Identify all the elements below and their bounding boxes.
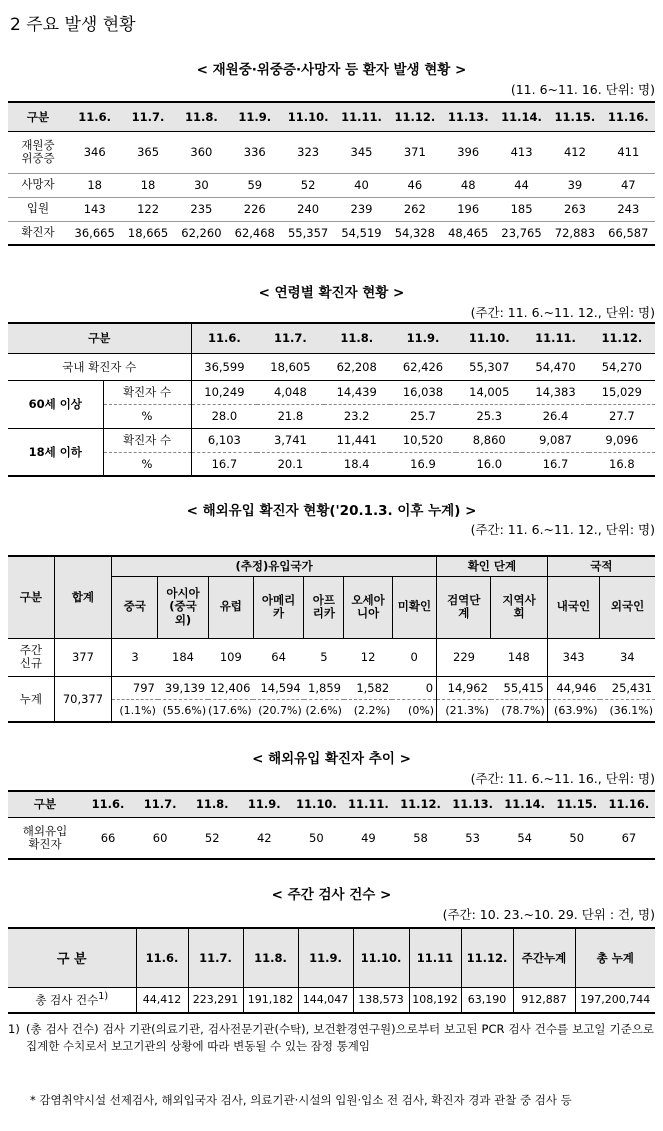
table3-weekly-total: 377	[54, 638, 111, 676]
table3-pct: (36.1%)	[609, 703, 653, 717]
table5-header-col: 11.6.	[136, 928, 188, 987]
table3-value: 12,406	[208, 676, 253, 699]
table1-value: 240	[297, 202, 320, 216]
table2-count-label: 확진자 수	[103, 428, 191, 452]
table3-sub-header: 외국인	[610, 599, 645, 614]
table1-value: 55,357	[287, 225, 329, 240]
table3-sub-header: 내국인	[547, 576, 599, 638]
table4-row-label: 해외유입 확진자	[22, 823, 68, 851]
table1-header-date: 11.13.	[447, 109, 489, 124]
table1-row-label: 사망자	[21, 177, 55, 192]
table5-header-col: 11.8.	[243, 928, 298, 987]
table3-pct: (20.7%)	[258, 703, 302, 717]
table1-value: 47	[620, 178, 636, 192]
weekly-tests-table	[8, 927, 655, 1014]
table1-value: 243	[617, 202, 640, 216]
table1-value: 365	[137, 145, 160, 159]
table2-value: 3,741	[257, 428, 323, 452]
table3-value: 5	[320, 650, 328, 664]
table1-value: 52	[300, 178, 316, 192]
table4-header-date: 11.12.	[400, 797, 441, 812]
table1-row	[8, 131, 655, 173]
table4-value: 58	[413, 830, 428, 845]
table1-value: 345	[350, 145, 373, 159]
table1-value: 412	[563, 145, 586, 159]
table2-header-date: 11.10.	[468, 331, 510, 346]
table1-value: 62,468	[234, 225, 275, 240]
table2-value: 10,249	[191, 380, 257, 404]
table2-pct-row	[8, 404, 655, 428]
table1-value: 263	[563, 202, 586, 216]
table1-header-date: 11.14.	[501, 109, 542, 124]
table2-header-date: 11.12.	[601, 331, 643, 346]
table1-value: 59	[247, 178, 263, 192]
table2-value: 16.7	[542, 456, 569, 471]
table5-header-col: 11.11	[409, 928, 461, 987]
table3-header-origin: (추정)유입국가	[112, 556, 437, 576]
table5-header-col: 11.9.	[298, 928, 353, 987]
table4-header-date: 11.15.	[556, 797, 598, 812]
table4-value: 49	[361, 830, 376, 845]
table2-value: 28.0	[211, 409, 238, 423]
table4-unit: (주간: 11. 6.~11. 16., 단위: 명)	[470, 771, 655, 786]
table1-value: 396	[457, 145, 480, 159]
table3-sub-header: 중국	[112, 576, 158, 638]
table3-caption: < 해외유입 확진자 현황('20.1.3. 이후 누계) >	[186, 503, 477, 519]
table2-value: 62,208	[336, 359, 377, 374]
table2-value: 16,038	[390, 380, 456, 404]
table3-value: 14,962	[437, 676, 491, 699]
table2-value: 21.8	[277, 409, 304, 423]
table4-value: 42	[256, 830, 272, 845]
table1-row-label: 입원	[26, 201, 50, 216]
table3-value: 148	[491, 638, 547, 676]
table1-value: 36,665	[74, 225, 115, 240]
table2-value: 14,383	[522, 380, 588, 404]
table2-header-date: 11.6.	[208, 331, 241, 346]
table1-value: 44	[514, 178, 529, 192]
table1-value: 54,519	[341, 225, 382, 240]
table2-pct-label: %	[103, 452, 191, 476]
table1-value: 346	[83, 145, 106, 159]
table1-row-label: 확진자	[21, 225, 55, 240]
table2-value: 16.0	[476, 456, 503, 471]
table3-value: 1,859	[304, 676, 344, 699]
table1-value: 54,328	[394, 225, 435, 240]
table2-value: 15,029	[589, 380, 655, 404]
table4-header-date: 11.8.	[195, 797, 229, 812]
table3-weekly-label: 주간 신규	[8, 638, 54, 676]
table3-header-nation: 국적	[547, 556, 655, 576]
table2-unit: (주간: 11. 6.~11. 12., 단위: 명)	[470, 305, 655, 320]
table2-value: 16.8	[609, 456, 635, 471]
table1-header-date: 11.15.	[554, 109, 596, 124]
table4-value: 54	[517, 830, 532, 845]
table4-value: 50	[569, 830, 585, 845]
table4-header-date: 11.9.	[247, 797, 281, 812]
table2-value: 11,441	[324, 428, 390, 452]
table1-value: 196	[457, 202, 480, 216]
table3-sub-header: 지역사 회	[491, 576, 547, 638]
patient-status-table	[8, 101, 655, 246]
table3-sub-header: 아시아 (중국 외)	[158, 576, 208, 638]
table1-value: 23,765	[501, 225, 542, 240]
table5-unit: (주간: 10. 23.~10. 29. 단위 : 건, 명)	[442, 907, 655, 922]
table3-value: 184	[172, 650, 194, 664]
table4-value: 53	[465, 830, 480, 845]
table5-row-label: 총 검사 건수$^{1)}$	[8, 987, 136, 1013]
table3-pct: (2.2%)	[353, 703, 391, 717]
table3-pct: (0%)	[392, 699, 436, 722]
table1-value: 413	[510, 145, 533, 159]
table2-national-label: 국내 확진자 수	[8, 353, 191, 380]
age-confirmed-table	[8, 322, 655, 477]
table3-sub-header: 유럽	[208, 576, 253, 638]
table3-value: 44,946	[547, 676, 599, 699]
table4-row	[8, 817, 655, 859]
table2-value: 20.1	[277, 456, 304, 471]
overseas-inflow-table	[8, 555, 655, 723]
table1-unit: (11. 6~11. 16. 단위: 명)	[510, 82, 655, 97]
table3-cum-label: 누계	[8, 676, 54, 722]
table4-header-label: 구분	[33, 797, 57, 812]
table2-value: 9,096	[589, 428, 655, 452]
table3-group-header-row	[8, 556, 655, 576]
table3-value: 0	[392, 638, 436, 676]
table2-value: 14,005	[456, 380, 522, 404]
overseas-trend-table	[8, 790, 655, 860]
table2-value: 62,426	[402, 359, 444, 374]
table2-header-date: 11.8.	[340, 331, 374, 346]
table1-row-label: 재원중 위중증	[21, 137, 55, 165]
table3-pct: (1.1%)	[119, 703, 156, 717]
table1-header-date: 11.9.	[238, 109, 272, 124]
table2-value: 6,103	[191, 428, 257, 452]
table4-value: 66	[100, 830, 116, 845]
table1-header-date: 11.8.	[185, 109, 218, 124]
table3-value: 797	[112, 676, 158, 699]
table4-header-date: 11.13.	[452, 797, 493, 812]
table4-caption: < 해외유입 확진자 추이 >	[252, 751, 411, 767]
table5-value: 144,047	[298, 987, 353, 1013]
table1-value: 62,260	[181, 225, 222, 240]
table4-header-date: 11.14.	[504, 797, 546, 812]
table3-value: 12	[360, 650, 376, 664]
table2-value: 16.9	[410, 456, 436, 471]
table2-header-row	[8, 323, 655, 353]
table2-count-row	[8, 428, 655, 452]
table1-value: 48	[460, 178, 476, 192]
table3-value: 229	[453, 650, 475, 664]
table3-pct: (21.3%)	[445, 703, 489, 717]
table3-pct: (63.9%)	[554, 703, 598, 717]
table3-value: 3	[131, 650, 139, 664]
table2-value: 26.4	[542, 409, 569, 423]
table2-national-row	[8, 353, 655, 380]
table2-value: 23.2	[343, 409, 370, 423]
table4-value: 60	[152, 830, 168, 845]
table3-value: 343	[562, 650, 585, 664]
table5-header-label: 구 분	[8, 928, 136, 987]
table2-pct-label: %	[103, 404, 191, 428]
table2-value: 9,087	[522, 428, 588, 452]
table3-header-total: 합계	[54, 556, 111, 638]
table5-header-col: 총 누계	[596, 950, 634, 965]
table1-row	[8, 197, 655, 221]
table2-value: 16.7	[211, 456, 238, 471]
table2-value: 55,307	[469, 359, 510, 374]
table2-value: 18.4	[343, 456, 370, 471]
table1-value: 239	[350, 202, 373, 216]
table1-value: 30	[194, 178, 209, 192]
table1-value: 18	[87, 178, 102, 192]
table3-sub-header: 오세아 니아	[344, 576, 392, 638]
table3-header-label: 구분	[8, 556, 54, 638]
table1-value: 360	[190, 145, 213, 159]
table2-value: 10,520	[390, 428, 456, 452]
table1-value: 235	[190, 202, 213, 216]
table1-value: 371	[403, 145, 426, 159]
table4-header-date: 11.7.	[143, 797, 177, 812]
table3-pct: (78.7%)	[491, 699, 547, 722]
table1-value: 18,665	[127, 225, 169, 240]
table1-value: 48,465	[448, 225, 489, 240]
table4-header-date: 11.16.	[608, 797, 650, 812]
table1-row	[8, 173, 655, 197]
table5-header-col: 11.10.	[353, 928, 409, 987]
table2-pct-row	[8, 452, 655, 476]
table3-weekly-row	[8, 638, 655, 676]
table4-header-date: 11.6.	[91, 797, 125, 812]
table4-value: 67	[621, 830, 637, 845]
table3-value: 25,431	[600, 676, 655, 699]
table1-value: 39	[567, 178, 583, 192]
footnote2-text: * 감염취약시설 선제검사, 해외입국자 검사, 의료기관·시설의 입원·입소 전 검사, 확진자 경과 관찰 중 검사 등	[30, 1093, 572, 1107]
table2-value: 36,599	[204, 359, 245, 374]
table3-value: 14,594	[253, 676, 303, 699]
table5-header-col: 11.12.	[461, 928, 513, 987]
table1-value: 40	[354, 178, 369, 192]
footnote-marker: 1)	[98, 991, 109, 1003]
section-title: 2 주요 발생 현황	[10, 15, 136, 35]
table4-header-date: 11.11.	[348, 797, 389, 812]
table1-value: 411	[617, 145, 640, 159]
table2-group-label: 60세 이상	[8, 380, 103, 428]
table3-pct: (17.6%)	[208, 703, 252, 717]
table5-value: 63,190	[461, 987, 513, 1013]
table3-pct: (55.6%)	[162, 703, 207, 717]
table2-header-date: 11.7.	[274, 331, 307, 346]
table2-value: 54,270	[601, 359, 642, 374]
table1-header-date: 11.7.	[131, 109, 165, 124]
table2-value: 14,439	[324, 380, 390, 404]
table1-row	[8, 221, 655, 245]
table3-value: 34	[619, 650, 635, 664]
table5-value: 191,182	[243, 987, 298, 1013]
table5-header-row	[8, 928, 655, 987]
table2-value: 4,048	[257, 380, 323, 404]
table3-value: 55,415	[491, 676, 547, 699]
table2-value: 18,605	[270, 359, 311, 374]
table1-value: 66,587	[608, 225, 649, 240]
table5-header-col: 11.7.	[188, 928, 243, 987]
table1-value: 72,883	[554, 225, 596, 240]
table3-cum-total: 70,377	[54, 676, 111, 722]
table5-value: 912,887	[513, 987, 575, 1013]
table3-cum-row	[8, 676, 655, 699]
table3-sub-header: 아프 리카	[304, 576, 344, 638]
table3-value: 64	[271, 650, 286, 664]
table1-value: 262	[403, 202, 426, 216]
table4-header-date: 11.10.	[295, 797, 337, 812]
table3-sub-header: 검역단 계	[437, 576, 491, 638]
footnote1-number: 1)	[8, 1022, 20, 1036]
table2-header-date: 11.9.	[406, 331, 440, 346]
table2-count-label: 확진자 수	[103, 380, 191, 404]
table1-value: 323	[297, 145, 320, 159]
table1-caption: < 재원중·위중증·사망자 등 환자 발생 현황 >	[196, 62, 467, 78]
table1-header-label: 구분	[26, 109, 50, 124]
table1-value: 143	[83, 202, 106, 216]
table2-caption: < 연령별 확진자 현황 >	[258, 285, 405, 301]
table3-sub-header: 미확인	[392, 576, 436, 638]
table2-value: 25.3	[476, 409, 503, 423]
table1-value: 122	[137, 202, 160, 216]
table5-value: 44,412	[136, 987, 188, 1013]
table4-value: 52	[204, 830, 220, 845]
table2-header-label: 구분	[8, 323, 191, 353]
table5-value: 138,573	[353, 987, 409, 1013]
table3-value: 0	[392, 676, 436, 699]
table2-value: 27.7	[609, 409, 635, 423]
footnote1-text: (총 검사 건수) 검사 기관(의료기관, 검사전문기관(수탁), 보건환경연구원)으로부터 보고된 PCR 검사 건수를 보고일 기준으로 집계한 수치로서 보고기관의 상황에 따라 변동될 수 있는 잠정 통계임	[26, 1022, 654, 1053]
table3-sub-header: 아메리 카	[253, 576, 303, 638]
table1-header-date: 11.10.	[287, 109, 329, 124]
table1-header-date: 11.12.	[394, 109, 436, 124]
table1-value: 185	[510, 202, 533, 216]
table1-value: 46	[407, 178, 423, 192]
table3-unit: (주간: 11. 6.~11. 12., 단위: 명)	[470, 522, 655, 537]
table5-value: 108,192	[409, 987, 461, 1013]
table5-row	[8, 987, 655, 1013]
table1-value: 336	[243, 145, 266, 159]
table2-value: 8,860	[456, 428, 522, 452]
table4-value: 50	[309, 830, 324, 845]
table2-value: 25.7	[410, 409, 436, 423]
table5-value: 197,200,744	[580, 993, 651, 1007]
table5-caption: < 주간 검사 건수 >	[271, 887, 392, 903]
table3-pct: (2.6%)	[305, 703, 342, 717]
table1-header-row	[8, 102, 655, 131]
table2-header-date: 11.11.	[535, 331, 576, 346]
table4-header-row	[8, 791, 655, 817]
table3-value: 109	[219, 650, 242, 664]
table1-header-date: 11.11.	[341, 109, 382, 124]
table5-value: 223,291	[188, 987, 243, 1013]
table1-value: 226	[243, 202, 266, 216]
table2-group-label: 18세 이하	[8, 428, 103, 476]
table3-value: 39,139	[158, 676, 208, 699]
table3-header-confirm: 확인 단계	[437, 556, 548, 576]
table2-value: 54,470	[535, 359, 576, 374]
table1-header-date: 11.6.	[78, 109, 112, 124]
table3-value: 1,582	[344, 676, 392, 699]
table1-header-date: 11.16.	[607, 109, 649, 124]
table5-header-col: 주간누계	[513, 928, 575, 987]
table1-value: 18	[140, 178, 156, 192]
table2-count-row	[8, 380, 655, 404]
